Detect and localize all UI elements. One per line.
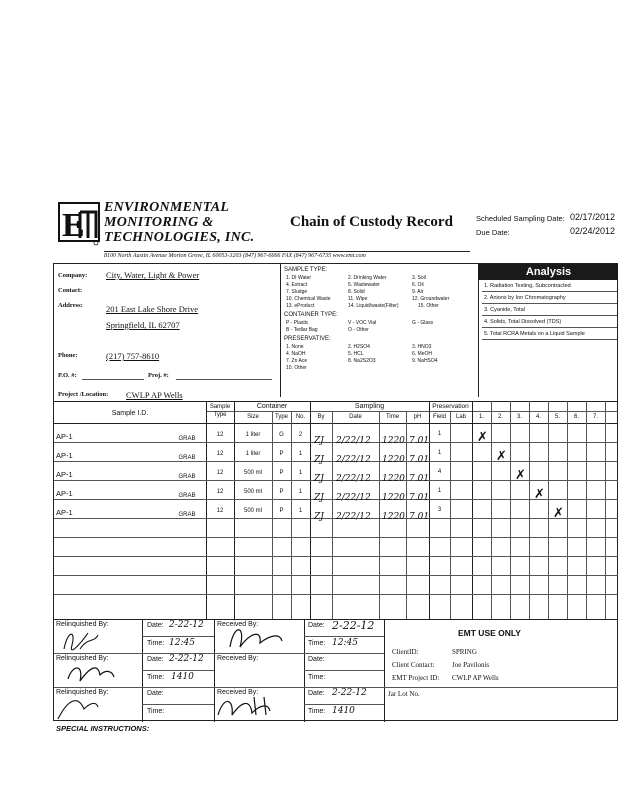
row1-stype: 12 <box>216 432 224 438</box>
emt-project-id-label: EMT Project ID: <box>392 674 440 682</box>
emt-client-id-label: ClientID: <box>392 648 419 656</box>
r1-time-label: Time: <box>147 640 165 647</box>
row3-x-mark: ✗ <box>515 468 526 483</box>
row5-time: 1220 <box>382 512 405 522</box>
row5-by: ZJ <box>314 512 324 522</box>
company-name-line2: MONITORING & <box>104 215 214 230</box>
col-a7: 7. <box>592 414 598 420</box>
po-label: P.O. #: <box>58 372 77 379</box>
col-sampling: Sampling <box>354 403 385 410</box>
st-11: 11. Wipe <box>348 296 368 302</box>
row5-size: 500 ml <box>243 508 262 514</box>
ct-5: O - Other <box>348 327 369 333</box>
col-container: Container <box>256 403 288 410</box>
row2-date: 2/22/12 <box>336 455 371 465</box>
project-label: Project /Location: <box>58 391 109 398</box>
st-10: 10. Chemical Waste <box>286 296 331 302</box>
analysis-header: Analysis <box>478 264 618 280</box>
contact-label: Contact: <box>58 287 83 294</box>
row5-field: 3 <box>437 507 442 513</box>
received-3-label: Received By: <box>217 689 259 696</box>
emt-client-id-value: SPRING <box>452 648 477 656</box>
st-4: 4. Extract <box>286 282 308 288</box>
rc3-date-value: 2-22-12 <box>332 688 367 698</box>
row1-time: 1220 <box>382 436 405 446</box>
col-a2: 2. <box>497 414 503 420</box>
row3-size: 500 ml <box>243 470 262 476</box>
analysis-item-1: 1. Radiation Testing, Subcontracted <box>484 283 571 289</box>
row2-ctype: P <box>279 451 284 457</box>
st-2: 2. Drinking Water <box>348 275 387 281</box>
st-8: 8. Solid <box>348 289 365 295</box>
emt-client-contact-value: Joe Pavilonis <box>452 661 490 669</box>
emt-use-only-title: EMT USE ONLY <box>458 628 521 638</box>
rc1-date-value: 2-22-12 <box>332 619 375 632</box>
st-9: 9. Air <box>412 289 424 295</box>
row2-by: ZJ <box>314 455 324 465</box>
row2-size: 1 liter <box>245 451 261 457</box>
rc1-date-label: Date: <box>308 622 325 629</box>
st-1: 1. DI Water <box>286 275 312 281</box>
rc2-time-label: Time: <box>308 674 326 681</box>
st-13: 13. eProduct <box>286 303 315 309</box>
custody-form <box>53 263 618 721</box>
col-a1: 1. <box>478 414 484 420</box>
row2-field: 1 <box>437 450 442 456</box>
row2-x-mark: ✗ <box>496 449 507 464</box>
row4-size: 500 ml <box>243 489 262 495</box>
row4-date: 2/22/12 <box>336 493 371 503</box>
row1-ctype: G <box>279 432 284 438</box>
col-no: No. <box>295 414 306 420</box>
pv-1: 1. None <box>286 344 304 350</box>
row3-time: 1220 <box>382 474 405 484</box>
pv-10: 10. Other <box>286 365 307 371</box>
row2-stype: 12 <box>216 451 224 457</box>
preservative-title: PRESERVATIVE: <box>284 336 331 342</box>
company-address: 8100 North Austin Avenue Morton Grove, IL 60053-3203 (847) 967-6666 FAX (847) 967-6735 www.emt.com <box>104 251 470 259</box>
row3-grab: GRAB <box>178 474 196 480</box>
container-type-title: CONTAINER TYPE: <box>284 312 338 318</box>
col-ph: pH <box>413 414 422 420</box>
row1-field: 1 <box>437 431 442 437</box>
rc3-time-label: Time: <box>308 708 326 715</box>
pv-7: 7. Zn Ace <box>286 358 308 364</box>
rc3-date-label: Date: <box>308 690 325 697</box>
row5-ph: 7.01 <box>409 512 430 522</box>
col-by: By <box>317 414 325 420</box>
col-a4: 4. <box>535 414 541 420</box>
phone-label: Phone: <box>58 352 78 359</box>
col-a5: 5. <box>554 414 560 420</box>
document-title: Chain of Custody Record <box>290 214 453 230</box>
rc3-time-value: 1410 <box>332 706 355 716</box>
row4-x-mark: ✗ <box>534 487 545 502</box>
r1-date-label: Date: <box>147 622 164 629</box>
pv-9: 9. NaHSO4 <box>412 358 438 364</box>
scheduled-label: Scheduled Sampling Date: <box>476 214 565 223</box>
col-lab: Lab <box>455 414 466 420</box>
address-line2: Springfield, IL 62707 <box>106 320 180 330</box>
st-6: 6. Oil <box>412 282 424 288</box>
col-a6: 6. <box>573 414 579 420</box>
col-field: Field <box>432 414 446 420</box>
row5-no: 1 <box>298 508 303 514</box>
row4-ph: 7.01 <box>409 493 430 503</box>
sample-type-title: SAMPLE TYPE: <box>284 267 328 273</box>
row4-field: 1 <box>437 488 442 494</box>
signature-scribbles <box>54 619 384 722</box>
row3-id: AP-1 <box>56 470 73 479</box>
relinquished-1-label: Relinquished By: <box>56 621 109 628</box>
special-instructions-label: SPECIAL INSTRUCTIONS: <box>56 724 150 733</box>
emt-client-contact-label: Client Contact: <box>392 661 435 669</box>
r1-date-value: 2-22-12 <box>169 620 204 630</box>
row1-ph: 7.01 <box>409 436 430 446</box>
row5-id: AP-1 <box>56 508 73 517</box>
row3-date: 2/22/12 <box>336 474 371 484</box>
st-12: 12. Groundwater <box>412 296 450 302</box>
relinquished-2-label: Relinquished By: <box>56 655 109 662</box>
row1-date: 2/22/12 <box>336 436 371 446</box>
emt-logo <box>58 200 100 246</box>
row1-x-mark: ✗ <box>477 430 488 445</box>
row1-size: 1 liter <box>245 432 261 438</box>
row5-date: 2/22/12 <box>336 512 371 522</box>
row4-ctype: P <box>279 489 284 495</box>
r2-time-label: Time: <box>147 674 165 681</box>
address-line1: 201 East Lake Shore Drive <box>106 304 199 314</box>
ct-2: V - VOC Vial <box>348 320 377 326</box>
col-type: Type <box>274 414 288 420</box>
r1-time-value: 12:45 <box>169 638 195 648</box>
company-value: City, Water, Light & Power <box>106 270 200 280</box>
company-label: Company: <box>58 272 88 279</box>
proj-label: Proj. #: <box>148 372 169 379</box>
row2-ph: 7.01 <box>409 455 430 465</box>
r2-time-value: 1410 <box>171 672 194 682</box>
rc1-time-value: 12:45 <box>332 638 358 648</box>
row1-no: 2 <box>298 432 303 438</box>
col-sample-type: Sample Type <box>209 404 231 418</box>
svg-text:E: E <box>62 207 85 244</box>
emt-project-id-value: CWLP AP Wells <box>452 674 499 682</box>
row5-grab: GRAB <box>178 512 196 518</box>
row3-by: ZJ <box>314 474 324 484</box>
analysis-item-2: 2. Anions by Ion Chromatography <box>484 295 566 301</box>
row5-stype: 12 <box>216 508 224 514</box>
rc2-date-label: Date: <box>308 656 325 663</box>
row3-no: 1 <box>298 470 303 476</box>
scheduled-value: 02/17/2012 <box>570 212 616 222</box>
relinquished-3-label: Relinquished By: <box>56 689 109 696</box>
phone-value: (217) 757-8610 <box>106 351 160 361</box>
row4-grab: GRAB <box>178 493 196 499</box>
row2-time: 1220 <box>382 455 405 465</box>
col-time: Time <box>385 414 400 420</box>
row1-id: AP-1 <box>56 432 73 441</box>
project-value: CWLP AP Wells <box>126 390 183 400</box>
analysis-item-3: 3. Cyanide, Total <box>484 307 525 313</box>
col-date: Date <box>349 414 362 420</box>
address-label: Address: <box>58 302 83 309</box>
emt-jar-lot-label: Jar Lot No. <box>388 690 420 698</box>
row5-ctype: P <box>279 508 284 514</box>
st-15: 15. Other <box>418 303 439 309</box>
pv-2: 2. H2SO4 <box>348 344 370 350</box>
st-7: 7. Sludge <box>286 289 308 295</box>
row4-by: ZJ <box>314 493 324 503</box>
r3-time-label: Time: <box>147 708 165 715</box>
row5-x-mark: ✗ <box>553 506 564 521</box>
company-name-line1: ENVIRONMENTAL <box>104 200 230 215</box>
rc1-time-label: Time: <box>308 640 326 647</box>
col-a3: 3. <box>516 414 522 420</box>
st-14: 14. Liquid/waste(Filter) <box>348 303 399 309</box>
row2-no: 1 <box>298 451 303 457</box>
pv-5: 5. HCL <box>348 351 364 357</box>
row1-grab: GRAB <box>178 436 196 442</box>
row4-time: 1220 <box>382 493 405 503</box>
pv-8: 8. Na2S2O3 <box>348 358 376 364</box>
col-preservation: Preservation <box>432 403 469 410</box>
row4-stype: 12 <box>216 489 224 495</box>
st-5: 5. Wastewater <box>348 282 380 288</box>
pv-4: 4. NaOH <box>286 351 306 357</box>
company-name-line3: TECHNOLOGIES, INC. <box>104 230 255 245</box>
row3-stype: 12 <box>216 470 224 476</box>
ct-3: G - Glass <box>412 320 434 326</box>
col-sample-id: Sample I.D. <box>111 410 149 417</box>
row4-id: AP-1 <box>56 489 73 498</box>
pv-3: 3. HNO3 <box>412 344 432 350</box>
analysis-item-5: 5. Total RCRA Metals on a Liquid Sample <box>484 331 585 337</box>
row3-ph: 7.01 <box>409 474 430 484</box>
due-value: 02/24/2012 <box>570 226 616 236</box>
row4-no: 1 <box>298 489 303 495</box>
row2-id: AP-1 <box>56 451 73 460</box>
row1-by: ZJ <box>314 436 324 446</box>
ct-4: B - Tedlar Bag <box>286 327 318 333</box>
r2-date-value: 2-22-12 <box>169 654 204 664</box>
ct-1: P - Plastic <box>286 320 309 326</box>
row3-ctype: P <box>279 470 284 476</box>
row3-field: 4 <box>437 469 442 475</box>
due-label: Due Date: <box>476 228 510 237</box>
row2-grab: GRAB <box>178 455 196 461</box>
r3-date-label: Date: <box>147 690 164 697</box>
pv-6: 6. MeOH <box>412 351 433 357</box>
received-1-label: Received By: <box>217 621 259 628</box>
st-3: 3. Soil <box>412 275 426 281</box>
received-2-label: Received By: <box>217 655 259 662</box>
r2-date-label: Date: <box>147 656 164 663</box>
col-size: Size <box>247 414 259 420</box>
analysis-item-4: 4. Solids, Total Dissolved (TDS) <box>484 319 562 325</box>
